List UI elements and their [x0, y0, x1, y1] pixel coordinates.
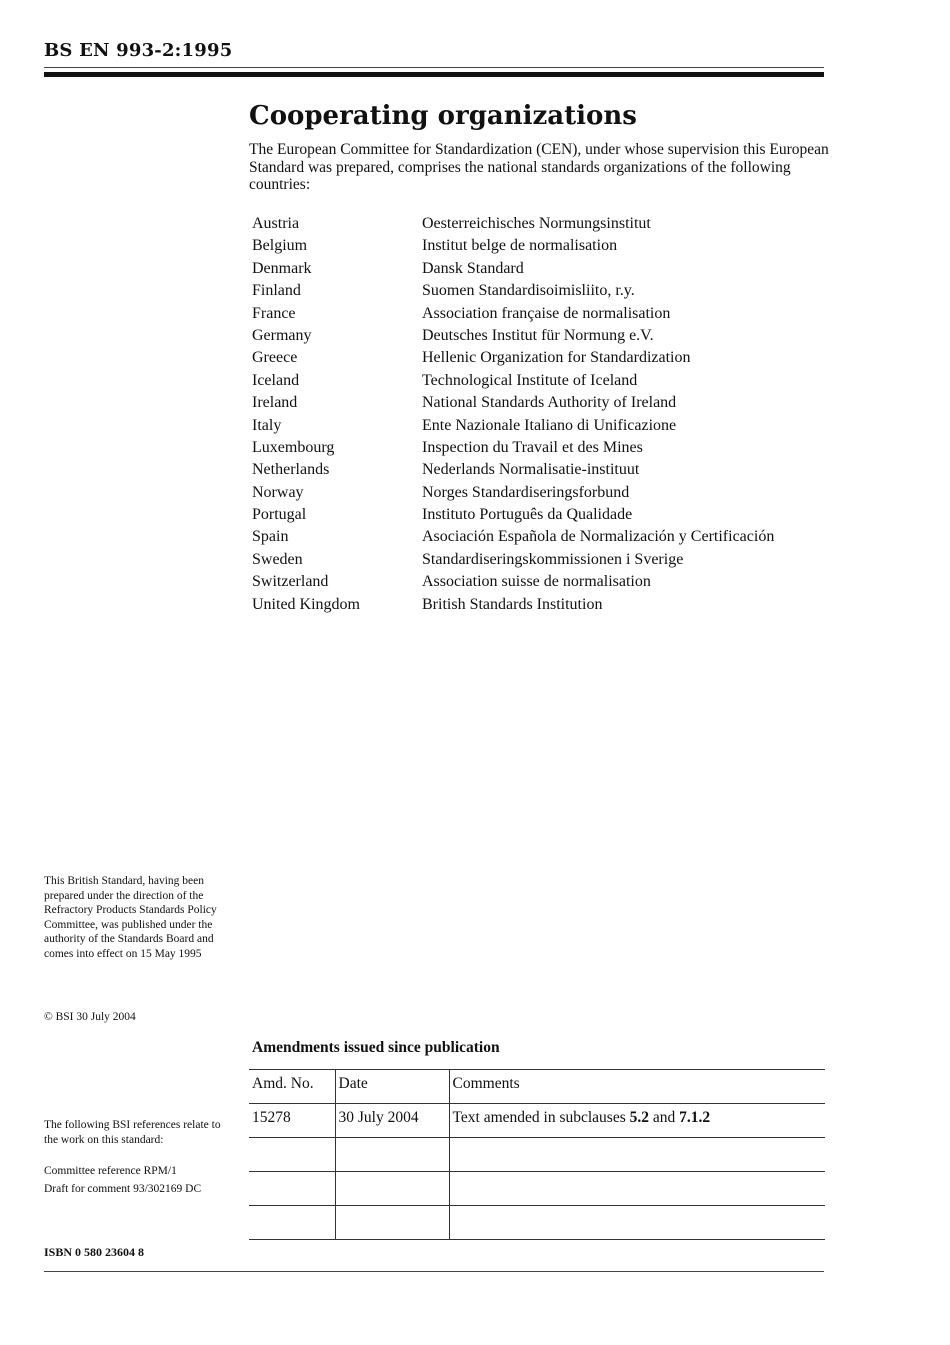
country-name: Greece — [252, 349, 298, 367]
organization-name: Dansk Standard — [422, 259, 524, 277]
list-item — [252, 549, 832, 571]
empty-cell — [335, 1206, 449, 1240]
country-name: Switzerland — [252, 573, 329, 591]
list-item — [252, 325, 832, 347]
empty-cell — [449, 1138, 825, 1172]
country-name: Austria — [252, 215, 300, 232]
organization-name: Norges Standardiseringsforbund — [422, 483, 630, 501]
organization-name: Association suisse de normalisation — [422, 573, 651, 591]
country-name: Spain — [252, 528, 289, 546]
amendment-date: 30 July 2004 — [335, 1104, 449, 1138]
amendments-table — [249, 1069, 825, 1240]
organization-name: Inspection du Travail et des Mines — [422, 438, 643, 456]
country-name: Iceland — [252, 371, 300, 389]
document-code: BS EN 993-2:1995 — [44, 40, 233, 61]
table-row — [249, 1206, 825, 1240]
organization-name: Standardiseringskommissionen i Sverige — [422, 550, 684, 568]
list-item — [252, 482, 832, 504]
table-row — [249, 1138, 825, 1172]
list-item — [252, 235, 832, 257]
country-name: Germany — [252, 326, 312, 344]
header-rule-thick — [44, 72, 824, 77]
country-name: France — [252, 304, 296, 322]
empty-cell — [449, 1206, 825, 1240]
isbn: ISBN 0 580 23604 8 — [44, 1245, 145, 1259]
list-item — [252, 437, 832, 459]
subclause-ref: 5.2 — [629, 1109, 649, 1126]
amendment-number: 15278 — [249, 1104, 335, 1138]
copyright-notice: © BSI 30 July 2004 — [44, 1011, 136, 1023]
column-header-amd-no: Amd. No. — [249, 1070, 335, 1104]
organization-name: Instituto Português da Qualidade — [422, 506, 633, 524]
empty-cell — [249, 1138, 335, 1172]
country-name: United Kingdom — [252, 595, 360, 613]
list-item — [252, 459, 832, 481]
organization-name: Technological Institute of Iceland — [422, 371, 638, 389]
country-name: Denmark — [252, 259, 312, 277]
organization-name: Deutsches Institut für Normung e.V. — [422, 326, 654, 344]
organization-name: British Standards Institution — [422, 595, 603, 613]
list-item — [252, 370, 832, 392]
list-item — [252, 415, 832, 437]
organization-name: National Standards Authority of Ireland — [422, 394, 677, 412]
list-item — [252, 303, 832, 325]
list-item — [252, 213, 832, 235]
country-name: Italy — [252, 416, 282, 434]
comment-text: and — [649, 1109, 680, 1126]
country-name: Norway — [252, 483, 304, 501]
list-item — [252, 594, 832, 616]
country-name: Portugal — [252, 506, 307, 524]
header-rule-thin — [44, 67, 824, 68]
empty-cell — [449, 1172, 825, 1206]
comment-text: Text amended in subclauses — [452, 1109, 630, 1126]
footer-rule — [44, 1271, 824, 1272]
committee-reference: Committee reference RPM/1 — [44, 1165, 177, 1177]
table-row — [249, 1172, 825, 1206]
list-item — [252, 347, 832, 369]
country-name: Luxembourg — [252, 438, 335, 456]
empty-cell — [335, 1172, 449, 1206]
organization-name: Asociación Española de Normalización y Certificación — [422, 528, 775, 546]
country-name: Sweden — [252, 550, 303, 568]
organization-name: Oesterreichisches Normungsinstitut — [422, 215, 651, 232]
organization-name: Ente Nazionale Italiano di Unificazione — [422, 416, 677, 434]
organization-name: Hellenic Organization for Standardization — [422, 349, 691, 367]
organization-list — [252, 213, 832, 616]
country-name: Finland — [252, 282, 301, 300]
references-intro: The following BSI references relate to the work on this standard: — [44, 1119, 221, 1146]
table-row — [249, 1104, 825, 1138]
draft-reference: Draft for comment 93/302169 DC — [44, 1183, 202, 1195]
column-header-date: Date — [335, 1070, 449, 1104]
organization-name: Nederlands Normalisatie-instituut — [422, 461, 640, 479]
table-header-row — [249, 1070, 825, 1104]
country-name: Ireland — [252, 394, 298, 412]
list-item — [252, 571, 832, 593]
empty-cell — [249, 1172, 335, 1206]
empty-cell — [249, 1206, 335, 1240]
amendment-comment — [449, 1104, 825, 1138]
column-header-comments: Comments — [449, 1070, 825, 1104]
amendments-title: Amendments issued since publication — [252, 1039, 500, 1056]
list-item — [252, 392, 832, 414]
list-item — [252, 504, 832, 526]
section-title: Cooperating organizations — [249, 101, 637, 131]
list-item — [252, 526, 832, 548]
publication-note: This British Standard, having been prepared under the direction of the Refractory Products Standards Policy Committee, was published under the authority of the Standards Board and comes into effect on 15 May 1995 — [44, 875, 217, 960]
organization-name: Association française de normalisation — [422, 304, 671, 322]
empty-cell — [335, 1138, 449, 1172]
organization-name: Suomen Standardisoimisliito, r.y. — [422, 282, 635, 300]
country-name: Netherlands — [252, 461, 330, 479]
country-name: Belgium — [252, 237, 308, 255]
subclause-ref: 7.1.2 — [679, 1109, 711, 1126]
list-item — [252, 258, 832, 280]
list-item — [252, 280, 832, 302]
intro-paragraph: The European Committee for Standardization (CEN), under whose supervision this European Standard was prepared, comprises the national standards organizations of the following countries: — [249, 141, 829, 193]
organization-name: Institut belge de normalisation — [422, 237, 618, 255]
